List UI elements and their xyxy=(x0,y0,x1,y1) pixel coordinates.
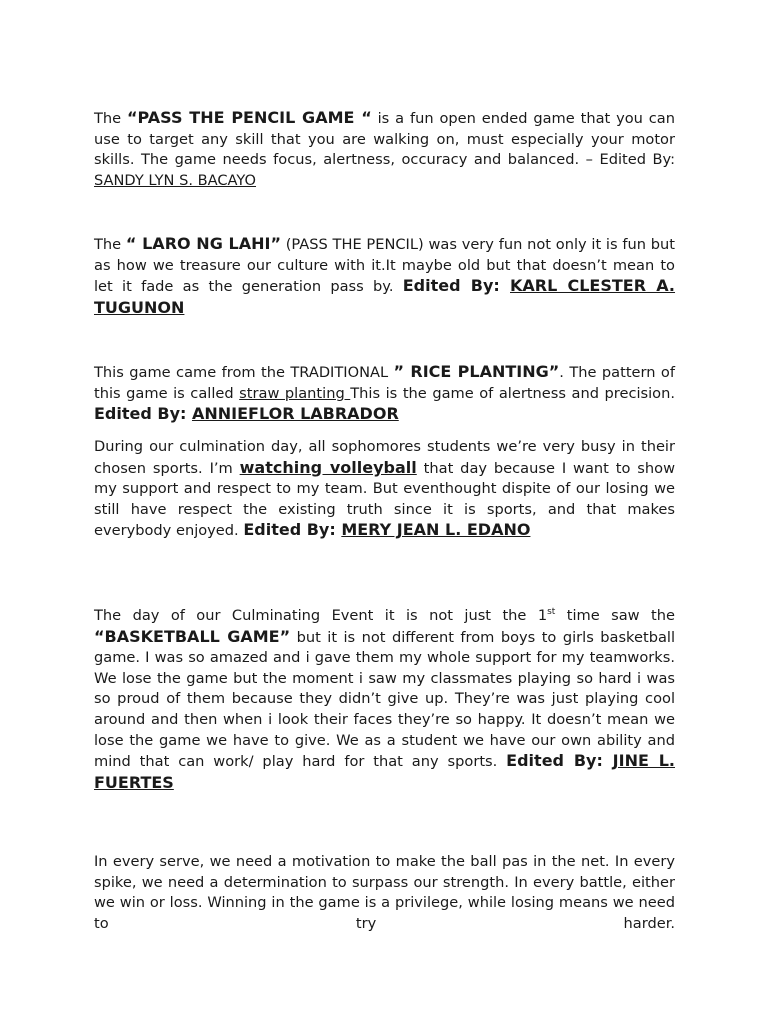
paragraph-intro-cont: time saw the xyxy=(555,607,675,624)
paragraph-body: In every serve, we need a motivation to make the ball pas in the net. In every spike, we need a determination to surpass our strength. In every battle, either we win or loss. Winning in the game is a privilege, while losing means we need to try harder. xyxy=(94,853,675,932)
edited-by-label: Edited By: xyxy=(243,520,342,540)
game-title: “PASS THE PENCIL GAME “ xyxy=(127,108,372,127)
paragraph-body: but it is not different from boys to girls basketball game. I was so amazed and i gave them my whole support for my teamworks. We lose the game but the moment i saw my classmates playing so hard i was so proud of them because they didn’t give up. They’re was just playing cool around and then when i look their faces they’re so happy. It doesn’t mean we lose the game we have to give. We as a student we have our own ability and mind that can work/ play hard for that any sports. xyxy=(94,628,676,771)
edited-by-label: Edited By: xyxy=(402,276,510,296)
ordinal-suffix: st xyxy=(547,607,556,617)
paragraph-body: This is the game of alertness and precision. xyxy=(350,384,676,402)
paragraph-mid: . The pattern of this game is called xyxy=(94,364,675,402)
paragraph-basketball xyxy=(94,606,675,794)
paragraph-pass-the-pencil xyxy=(94,108,675,191)
highlight-text: watching volleyball xyxy=(239,457,417,477)
paragraph-rice-planting xyxy=(94,362,675,426)
game-title: “BASKETBALL GAME” xyxy=(94,626,291,646)
editor-name: KARL CLESTER A. TUGUNON xyxy=(94,276,676,317)
paragraph-intro: The xyxy=(94,236,126,253)
edited-by-label: Edited By: xyxy=(506,751,613,771)
edited-by-label: Edited By: xyxy=(94,404,192,424)
editor-name: ANNIEFLOR LABRADOR xyxy=(191,404,399,424)
paragraph-body: that day because I want to show my support and respect to my team. But eventhought dispite of our losing we still have respect the existing truth since it is sports, and that makes everybody enjoyed. xyxy=(94,459,676,540)
paragraph-laro-ng-lahi xyxy=(94,234,675,319)
paragraph-body: is a fun open ended game that you can use to target any skill that you are walking on, must especially your motor skills. The game needs focus, alertness, occuracy and balanced. – Edited By: xyxy=(94,110,675,169)
editor-name: MERY JEAN L. EDANO xyxy=(341,520,531,540)
paragraph-serve-spike xyxy=(94,852,675,934)
paragraph-intro: This game came from the TRADITIONAL xyxy=(94,364,394,381)
paragraph-intro: The xyxy=(94,110,128,127)
straw-planting-link: straw planting xyxy=(239,384,351,402)
paragraph-volleyball xyxy=(94,437,675,542)
editor-name: JINE L. FUERTES xyxy=(94,751,675,792)
editor-name: SANDY LYN S. BACAYO xyxy=(94,171,257,189)
game-title: ” RICE PLANTING” xyxy=(393,362,560,381)
paragraph-intro: During our culmination day, all sophomores students we’re very busy in their chosen sports. I’m xyxy=(94,438,675,477)
paragraph-intro: The day of our Culminating Event it is not just the 1 xyxy=(94,607,548,624)
paragraph-body: (PASS THE PENCIL) was very fun not only it is fun but as how we treasure our culture with it.It maybe old but that doesn’t mean to let it fade as the generation pass by. xyxy=(94,236,675,296)
game-title: “ LARO NG LAHI” xyxy=(125,234,281,253)
